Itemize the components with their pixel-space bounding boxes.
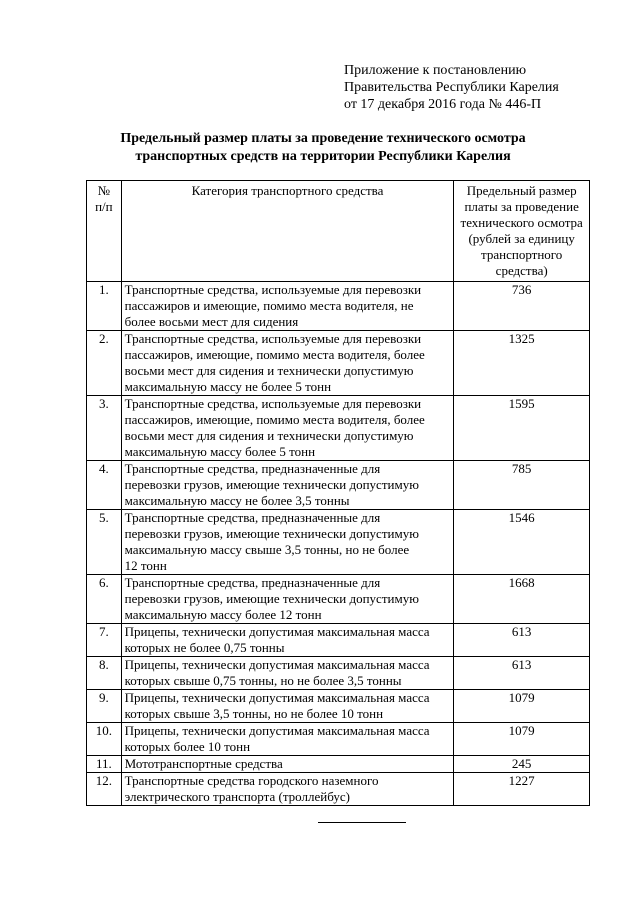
fee-table xyxy=(86,180,590,806)
row-fee: 1079 xyxy=(454,690,590,723)
appendix-note xyxy=(344,62,559,113)
category-line: электрического транспорта (троллейбус) xyxy=(124,789,350,804)
category-line: максимальную массу свыше 3,5 тонны, но не более xyxy=(124,542,410,557)
category-line: Транспортные средства, используемые для перевозки xyxy=(124,331,422,346)
row-number: 1. xyxy=(87,282,122,331)
row-category xyxy=(121,396,454,461)
category-line: Транспортные средства городского наземного xyxy=(124,773,379,788)
row-fee: 1227 xyxy=(454,773,590,806)
category-line: максимальную массу более 5 тонн xyxy=(124,444,316,459)
category-line: максимальную массу более 12 тонн xyxy=(124,607,322,622)
row-number: 11. xyxy=(87,756,122,773)
row-number: 3. xyxy=(87,396,122,461)
category-line: пассажиров, имеющие, помимо места водителя, более xyxy=(124,347,425,362)
row-category xyxy=(121,723,454,756)
appendix-line: Приложение к постановлению xyxy=(344,63,527,78)
row-category xyxy=(121,510,454,575)
category-line: более восьми мест для сидения xyxy=(124,314,299,329)
row-fee: 1325 xyxy=(454,331,590,396)
category-line: Прицепы, технически допустимая максимальная масса xyxy=(124,690,430,705)
table-row xyxy=(87,657,590,690)
header-line: транспортного xyxy=(481,247,563,262)
header-line: технического осмотра xyxy=(460,215,583,230)
header-number xyxy=(87,181,122,282)
row-number: 4. xyxy=(87,461,122,510)
row-number: 12. xyxy=(87,773,122,806)
category-line: перевозки грузов, имеющие технически допустимую xyxy=(124,526,419,541)
end-divider xyxy=(318,822,406,823)
row-category xyxy=(121,575,454,624)
category-line: перевозки грузов, имеющие технически допустимую xyxy=(124,477,419,492)
table-row xyxy=(87,756,590,773)
category-line: 12 тонн xyxy=(124,558,167,573)
row-category xyxy=(121,690,454,723)
category-line: Транспортные средства, предназначенные для xyxy=(124,510,381,525)
table-row xyxy=(87,723,590,756)
row-fee: 1668 xyxy=(454,575,590,624)
table-row xyxy=(87,396,590,461)
row-number: 7. xyxy=(87,624,122,657)
header-fee xyxy=(454,181,590,282)
appendix-line: от 17 декабря 2016 года № 446-П xyxy=(344,97,542,112)
header-line: платы за проведение xyxy=(464,199,579,214)
table-row xyxy=(87,575,590,624)
header-line: Категория транспортного средства xyxy=(191,183,384,198)
row-category xyxy=(121,773,454,806)
row-number: 10. xyxy=(87,723,122,756)
header-line: № xyxy=(97,183,111,198)
row-number: 5. xyxy=(87,510,122,575)
row-fee: 736 xyxy=(454,282,590,331)
category-line: восьми мест для сидения и технически допустимую xyxy=(124,428,414,443)
table-row xyxy=(87,624,590,657)
category-line: Прицепы, технически допустимая максимальная масса xyxy=(124,657,430,672)
table-row xyxy=(87,331,590,396)
appendix-line: Правительства Республики Карелия xyxy=(344,80,559,95)
category-line: Прицепы, технически допустимая максимальная масса xyxy=(124,723,430,738)
category-line: максимальную массу не более 3,5 тонны xyxy=(124,493,350,508)
table-row xyxy=(87,282,590,331)
category-line: восьми мест для сидения и технически допустимую xyxy=(124,363,414,378)
category-line: Мототранспортные средства xyxy=(124,756,283,771)
row-fee: 613 xyxy=(454,657,590,690)
table-row xyxy=(87,510,590,575)
row-fee: 785 xyxy=(454,461,590,510)
title-line: транспортных средств на территории Республики Карелия xyxy=(135,149,511,164)
row-fee: 1546 xyxy=(454,510,590,575)
table-body xyxy=(87,282,590,806)
header-line: Предельный размер xyxy=(466,183,577,198)
row-category xyxy=(121,461,454,510)
row-number: 2. xyxy=(87,331,122,396)
row-category xyxy=(121,756,454,773)
category-line: Прицепы, технически допустимая максимальная масса xyxy=(124,624,430,639)
table-row xyxy=(87,773,590,806)
category-line: Транспортные средства, используемые для перевозки xyxy=(124,282,422,297)
table-header-row xyxy=(87,181,590,282)
row-number: 9. xyxy=(87,690,122,723)
category-line: которых не более 0,75 тонны xyxy=(124,640,285,655)
title-line: Предельный размер платы за проведение технического осмотра xyxy=(120,131,526,146)
header-line: средства) xyxy=(495,263,548,278)
category-line: Транспортные средства, используемые для перевозки xyxy=(124,396,422,411)
category-line: максимальную массу не более 5 тонн xyxy=(124,379,332,394)
table-row xyxy=(87,690,590,723)
row-fee: 245 xyxy=(454,756,590,773)
table-row xyxy=(87,461,590,510)
row-fee: 613 xyxy=(454,624,590,657)
row-number: 6. xyxy=(87,575,122,624)
category-line: пассажиров, имеющие, помимо места водителя, более xyxy=(124,412,425,427)
category-line: которых свыше 3,5 тонны, но не более 10 тонн xyxy=(124,706,384,721)
row-category xyxy=(121,657,454,690)
row-category xyxy=(121,331,454,396)
row-fee: 1595 xyxy=(454,396,590,461)
header-line: п/п xyxy=(95,199,113,214)
category-line: Транспортные средства, предназначенные для xyxy=(124,461,381,476)
category-line: которых свыше 0,75 тонны, но не более 3,5 тонны xyxy=(124,673,402,688)
row-category xyxy=(121,624,454,657)
category-line: которых более 10 тонн xyxy=(124,739,251,754)
category-line: пассажиров и имеющие, помимо места водителя, не xyxy=(124,298,414,313)
category-line: Транспортные средства, предназначенные для xyxy=(124,575,381,590)
document-title xyxy=(60,130,586,166)
row-category xyxy=(121,282,454,331)
row-fee: 1079 xyxy=(454,723,590,756)
header-line: (рублей за единицу xyxy=(468,231,575,246)
header-category xyxy=(121,181,454,282)
row-number: 8. xyxy=(87,657,122,690)
category-line: перевозки грузов, имеющие технически допустимую xyxy=(124,591,419,606)
